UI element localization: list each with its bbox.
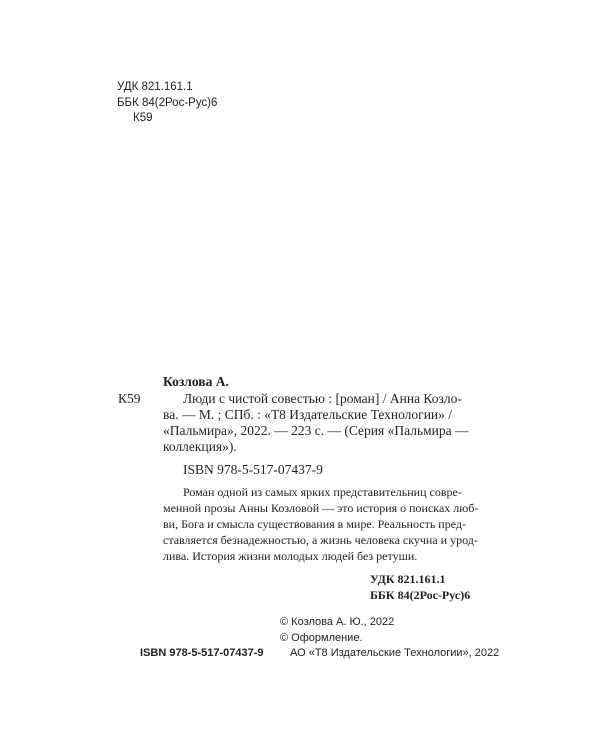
author-mark: К59 [133,112,153,124]
entry-author: Козлова А. [163,374,229,389]
annotation-line: ви, Бога и смысла существования в мире. Реальность пред- [163,517,466,531]
entry-line: ва. — М. ; СПб. : «Т8 Издательские Технологии» / [163,407,453,422]
bbk-code-bottom: ББК 84(2Рос-Рус)6 [370,588,471,602]
annotation-line: ставляется безнадежностью, а жизнь человека скучна и урод- [163,533,478,547]
udk-code: УДК 821.161.1 [117,81,193,93]
copyright-line: АО «Т8 Издательские Технологии», 2022 [290,647,500,659]
entry-line: коллекция»). [163,439,237,454]
footer-isbn: ISBN 978-5-517-07437-9 [140,647,264,659]
annotation-line: лива. История жизни молодых людей без ретуши. [163,549,418,563]
entry-line: Люди с чистой совестью : [роман] / Анна Козло- [183,391,462,406]
copyright-line: © Козлова А. Ю., 2022 [280,616,395,628]
copyright-line: © Оформление. [280,632,363,644]
annotation-line: Роман одной из самых ярких представительниц совре- [183,485,462,499]
udk-code-bottom: УДК 821.161.1 [370,572,446,586]
bbk-code: ББК 84(2Рос-Рус)6 [117,97,218,109]
entry-line: «Пальмира», 2022. — 223 с. — (Серия «Пальмира — [163,423,469,438]
annotation-line: менной прозы Анны Козловой — это история о поисках люб- [163,501,479,515]
entry-isbn: ISBN 978-5-517-07437-9 [183,462,323,477]
entry-mark: К59 [118,391,141,406]
